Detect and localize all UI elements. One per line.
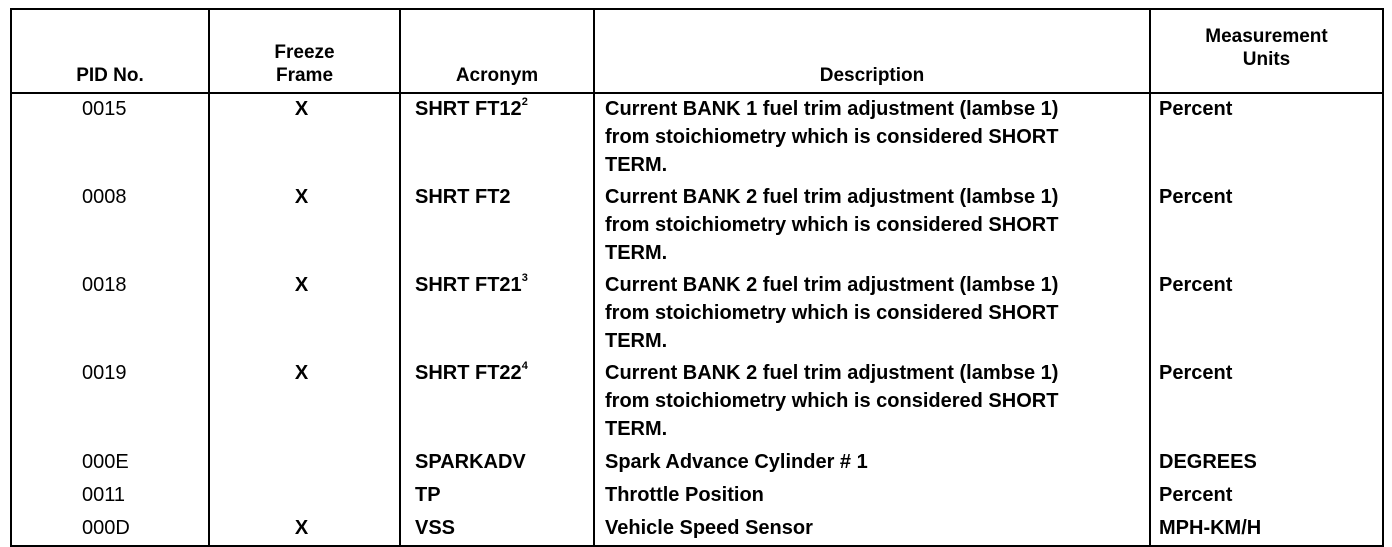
table-row [11, 93, 1383, 182]
description-line: TERM. [605, 330, 668, 352]
header-freeze-line2: Frame [275, 65, 334, 86]
footnote-marker: 4 [521, 360, 528, 372]
description-line: Current BANK 2 fuel trim adjustment (lambse 1) [605, 186, 1059, 208]
description-line: TERM. [605, 242, 668, 264]
header-units-line2: Units [1242, 49, 1291, 70]
description-line: from stoichiometry which is considered SHORT [605, 214, 1059, 236]
acronym-text: SHRT FT22 [415, 362, 522, 384]
description-line: TERM. [605, 418, 668, 440]
acronym-text: SPARKADV [415, 451, 526, 473]
table-row [11, 270, 1383, 358]
table-row [11, 446, 1383, 479]
cell-description [594, 93, 1150, 182]
cell-freeze-frame: X [209, 270, 400, 358]
table-row [11, 479, 1383, 512]
cell-freeze-frame [209, 479, 400, 512]
cell-pid: 0011 [11, 479, 209, 512]
cell-acronym [400, 512, 594, 546]
description-line: Spark Advance Cylinder # 1 [605, 451, 868, 473]
description-line: Throttle Position [605, 484, 764, 506]
cell-pid: 000D [11, 512, 209, 546]
cell-freeze-frame: X [209, 358, 400, 446]
acronym-text: VSS [415, 517, 456, 539]
header-freeze-line1: Freeze [274, 42, 335, 63]
description-line: from stoichiometry which is considered SHORT [605, 390, 1059, 412]
cell-units: Percent [1150, 182, 1383, 270]
cell-units: Percent [1150, 93, 1383, 182]
cell-description [594, 182, 1150, 270]
description-line: Current BANK 1 fuel trim adjustment (lambse 1) [605, 98, 1059, 120]
header-pid: PID No. [11, 9, 209, 93]
cell-acronym [400, 446, 594, 479]
cell-units: Percent [1150, 479, 1383, 512]
pid-table-container [10, 8, 1382, 541]
cell-pid: 0019 [11, 358, 209, 446]
table-row [11, 182, 1383, 270]
pid-table [10, 8, 1384, 547]
description-line: TERM. [605, 154, 668, 176]
cell-pid: 000E [11, 446, 209, 479]
cell-freeze-frame: X [209, 182, 400, 270]
acronym-text: TP [415, 484, 441, 506]
cell-description [594, 512, 1150, 546]
header-row [11, 9, 1383, 93]
cell-units: Percent [1150, 358, 1383, 446]
header-units-line1: Measurement [1205, 26, 1328, 47]
cell-description [594, 479, 1150, 512]
acronym-text: SHRT FT2 [415, 186, 511, 208]
description-line: Current BANK 2 fuel trim adjustment (lambse 1) [605, 362, 1059, 384]
cell-acronym [400, 479, 594, 512]
cell-acronym [400, 93, 594, 182]
cell-description [594, 446, 1150, 479]
cell-acronym [400, 182, 594, 270]
cell-pid: 0015 [11, 93, 209, 182]
description-line: from stoichiometry which is considered SHORT [605, 126, 1059, 148]
cell-acronym [400, 358, 594, 446]
cell-pid: 0018 [11, 270, 209, 358]
cell-pid: 0008 [11, 182, 209, 270]
cell-freeze-frame: X [209, 512, 400, 546]
cell-units: DEGREES [1150, 446, 1383, 479]
cell-freeze-frame [209, 446, 400, 479]
cell-units: Percent [1150, 270, 1383, 358]
cell-description [594, 270, 1150, 358]
footnote-marker: 2 [521, 96, 528, 108]
footnote-marker: 3 [521, 272, 528, 284]
description-line: from stoichiometry which is considered SHORT [605, 302, 1059, 324]
acronym-text: SHRT FT12 [415, 98, 522, 120]
header-acronym: Acronym [400, 9, 594, 93]
description-line: Vehicle Speed Sensor [605, 517, 813, 539]
header-measurement-units [1150, 9, 1383, 93]
acronym-text: SHRT FT21 [415, 274, 522, 296]
cell-freeze-frame: X [209, 93, 400, 182]
cell-acronym [400, 270, 594, 358]
description-line: Current BANK 2 fuel trim adjustment (lambse 1) [605, 274, 1059, 296]
header-freeze-frame [209, 9, 400, 93]
table-row [11, 358, 1383, 446]
cell-units: MPH-KM/H [1150, 512, 1383, 546]
table-row [11, 512, 1383, 546]
header-description: Description [594, 9, 1150, 93]
cell-description [594, 358, 1150, 446]
